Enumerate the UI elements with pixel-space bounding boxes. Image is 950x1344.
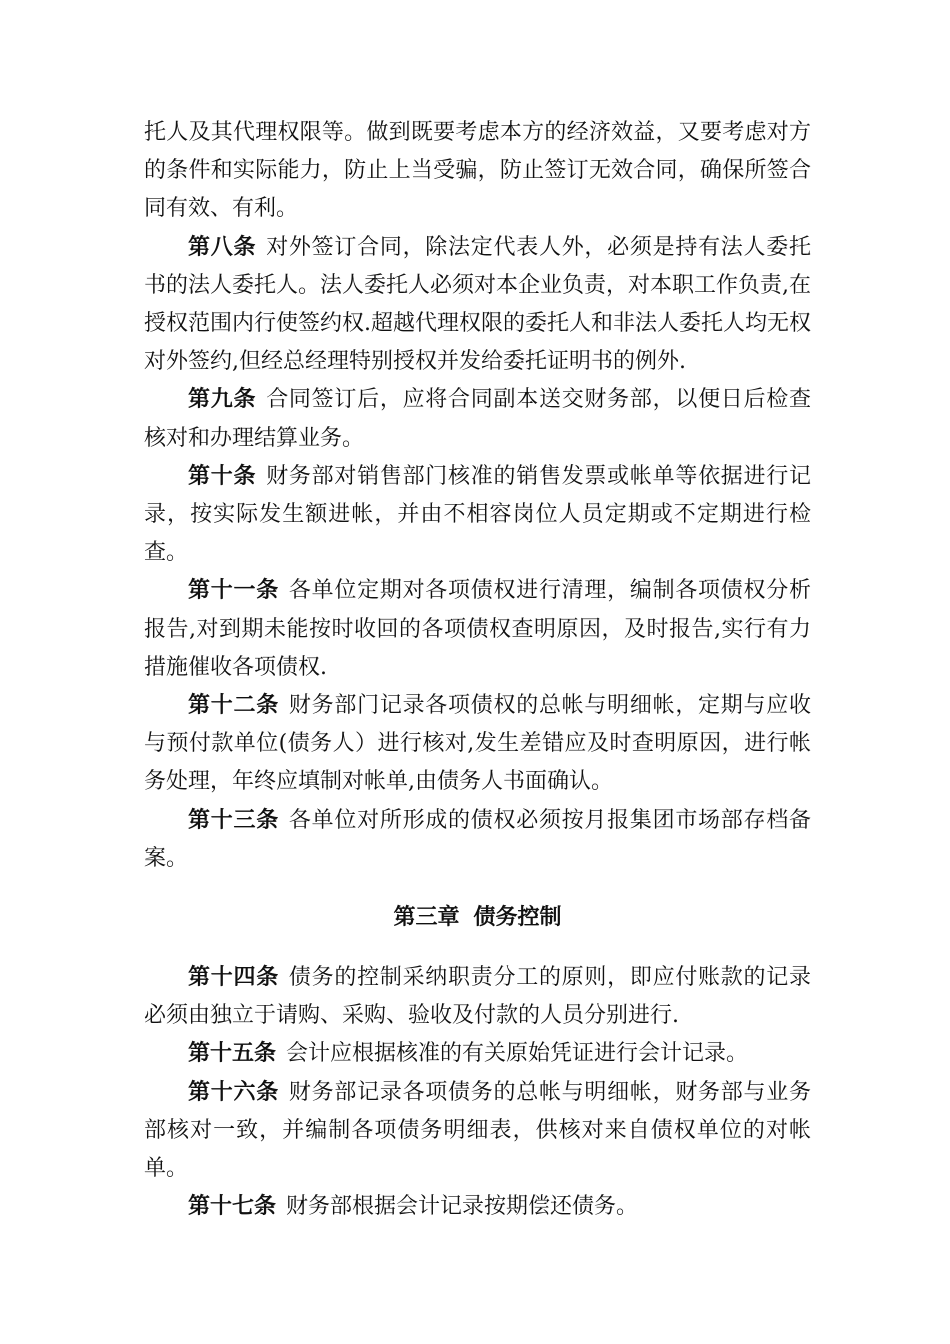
articles-section-a [144,229,811,878]
article-label: 第十一条 [188,578,279,604]
intro-paragraph: 托人及其代理权限等。做到既要考虑本方的经济效益，又要考虑对方的条件和实际能力，防止上当受骗，防止签订无效合同，确保所签合同有效、有利。 [144,120,811,222]
article-paragraph [144,458,811,573]
article-text: 各单位对所形成的债权必须按月报集团市场部存档备案。 [144,807,811,871]
article-paragraph [144,229,811,382]
article-text: 会计应根据核准的有关原始凭证进行会计记录。 [286,1041,749,1067]
article-label: 第九条 [188,387,257,413]
article-label: 第十五条 [188,1041,277,1067]
article-paragraph [144,1188,811,1226]
article-paragraph [144,687,811,802]
article-text: 财务部根据会计记录按期偿还债务。 [286,1194,639,1220]
article-label: 第十六条 [188,1079,279,1105]
article-label: 第十三条 [188,807,279,833]
article-text: 对外签订合同，除法定代表人外，必须是持有法人委托书的法人委托人。法人委托人必须对本企业负责，对本职工作负责,在授权范围内行使签约权.超越代理权限的委托人和非法人委托人均无权对外签约,但经总经理特别授权并发给委托证明书的例外. [144,234,811,375]
article-label: 第十七条 [188,1194,277,1220]
chapter-heading [144,899,811,937]
chapter-title: 债务控制 [473,905,562,931]
article-paragraph [144,1074,811,1189]
article-paragraph [144,381,811,457]
article-text: 财务部门记录各项债权的总帐与明细帐，定期与应收与预付款单位(债务人）进行核对,发生差错应及时查明原因，进行帐务处理，年终应填制对帐单,由债务人书面确认。 [144,693,811,795]
article-text: 财务部对销售部门核准的销售发票或帐单等依据进行记录，按实际发生额进帐，并由不相容岗位人员定期或不定期进行检查。 [144,463,811,566]
article-paragraph [144,802,811,878]
article-text: 各单位定期对各项债权进行清理，编制各项债权分析报告,对到期未能按时收回的各项债权查明原因，及时报告,实行有力措施催收各项债权. [144,578,811,680]
article-label: 第八条 [188,234,257,260]
article-paragraph [144,1035,811,1073]
article-label: 第十二条 [188,693,279,719]
chapter-number: 第三章 [393,905,460,931]
document-page [144,114,811,1226]
article-paragraph [144,572,811,687]
article-text: 合同签订后，应将合同副本送交财务部，以便日后检查核对和办理结算业务。 [144,387,811,451]
article-label: 第十四条 [188,965,279,991]
article-text: 财务部记录各项债务的总帐与明细帐，财务部与业务部核对一致，并编制各项债务明细表，供核对来自债权单位的对帐单。 [144,1079,811,1182]
article-text: 债务的控制采纳职责分工的原则，即应付账款的记录必须由独立于请购、采购、验收及付款的人员分别进行. [144,965,811,1029]
article-paragraph [144,959,811,1035]
article-label: 第十条 [188,463,257,489]
articles-section-b [144,959,811,1226]
